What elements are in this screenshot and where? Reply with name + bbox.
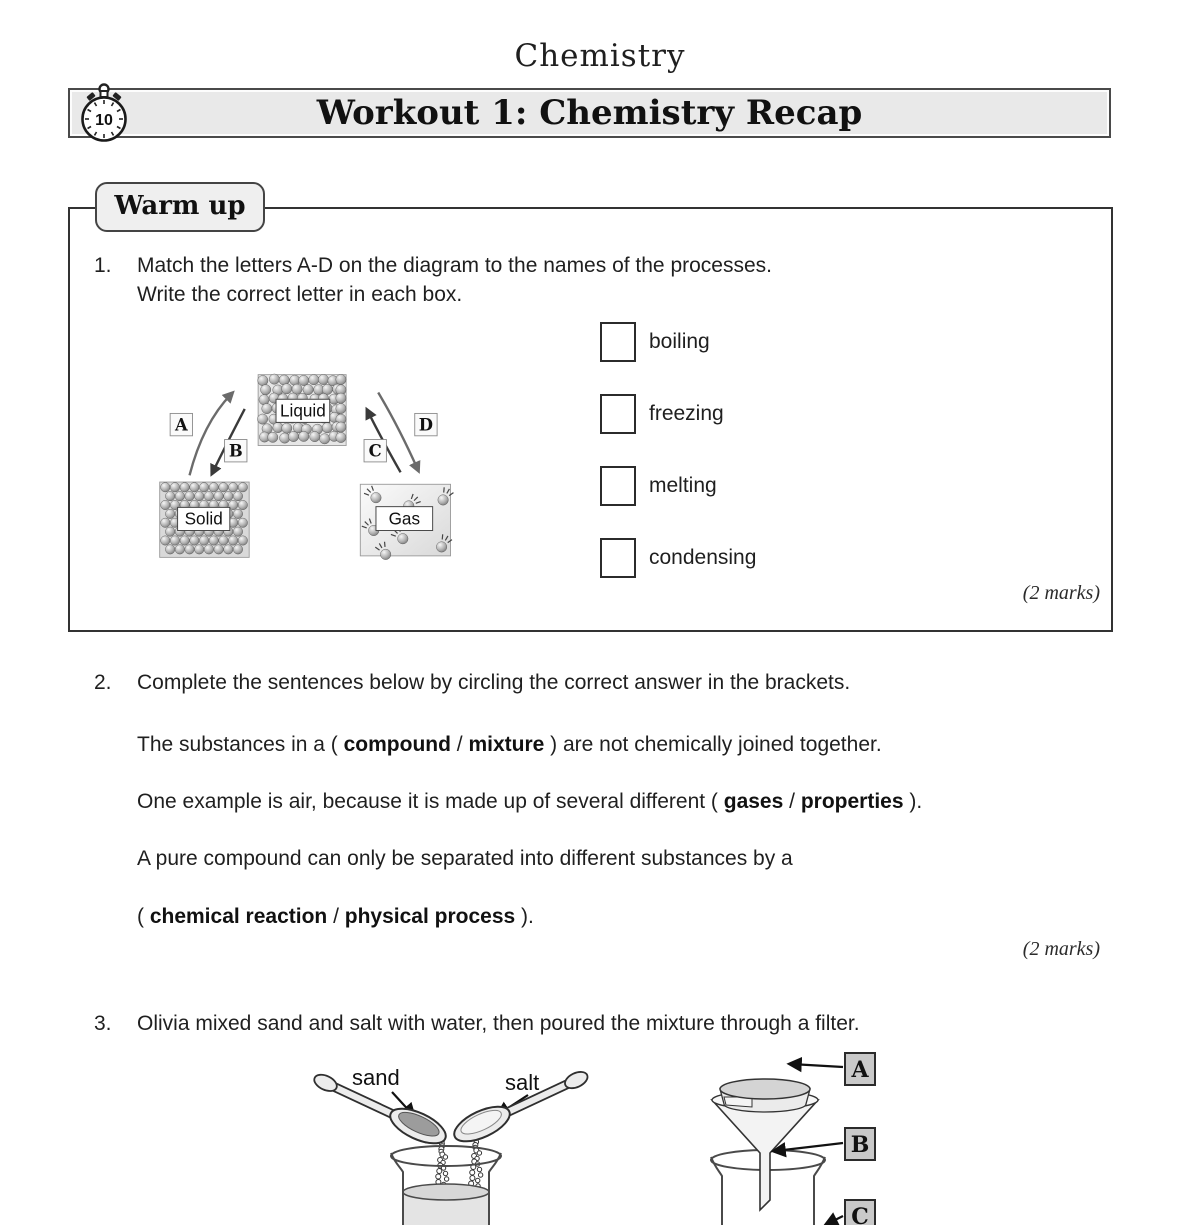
q1-prompt-line2: Write the correct letter in each box. [137, 283, 463, 306]
answer-row-freezing [600, 394, 724, 434]
answer-label-condensing: condensing [649, 546, 757, 569]
salt-label: salt [505, 1070, 540, 1095]
q2-sentence1: The substances in a ( compound / mixture ) are not chemically joined together. [137, 733, 882, 756]
option-gases[interactable]: gases [723, 790, 784, 813]
filter-label-b: B [850, 1132, 870, 1158]
q2-marks: (2 marks) [1022, 938, 1100, 960]
liquid-label: Liquid [280, 400, 326, 421]
label-b-arrow [775, 1143, 843, 1151]
q2-number: 2. [94, 671, 112, 694]
solid-label: Solid [184, 508, 223, 529]
page-title: Chemistry [514, 38, 686, 74]
stopwatch-icon [76, 82, 132, 144]
answer-row-condensing [600, 538, 756, 578]
answer-label-melting: melting [649, 474, 717, 497]
warmup-tab: Warm up [95, 182, 265, 232]
answer-row-melting [600, 466, 717, 506]
answer-box-boiling[interactable] [600, 322, 636, 362]
sand-label: sand [352, 1065, 400, 1090]
stopwatch-minutes: 10 [95, 112, 113, 129]
answer-box-freezing[interactable] [600, 394, 636, 434]
solid-state-image [160, 482, 249, 557]
filtration-diagram [698, 1045, 890, 1225]
q2-prompt: Complete the sentences below by circling the correct answer in the brackets. [137, 671, 851, 694]
letter-c-tag: C [368, 441, 382, 461]
answer-box-melting[interactable] [600, 466, 636, 506]
answer-label-boiling: boiling [649, 330, 710, 353]
answer-row-boiling [600, 322, 710, 362]
letter-a-tag: A [174, 415, 188, 435]
q2-sentence4: ( chemical reaction / physical process ). [137, 905, 534, 928]
q3-prompt: Olivia mixed sand and salt with water, then poured the mixture through a filter. [137, 1012, 860, 1035]
answer-label-freezing: freezing [649, 402, 724, 425]
option-physical-process[interactable]: physical process [344, 905, 516, 928]
q3-number: 3. [94, 1012, 112, 1035]
label-a-arrow [791, 1064, 843, 1067]
label-c-arrow [827, 1216, 843, 1224]
option-properties[interactable]: properties [800, 790, 904, 813]
q1-number: 1. [94, 254, 112, 277]
option-compound[interactable]: compound [343, 733, 451, 756]
arrow-a-melting [190, 394, 232, 475]
q1-marks: (2 marks) [1022, 582, 1100, 604]
q2-sentence2: One example is air, because it is made up of several different ( gases / properties ). [137, 790, 923, 813]
option-chemical-reaction[interactable]: chemical reaction [149, 905, 328, 928]
filter-label-c: C [851, 1204, 869, 1225]
filter-label-a: A [851, 1057, 869, 1083]
q1-prompt-line1: Match the letters A-D on the diagram to the names of the processes. [137, 254, 772, 277]
answer-box-condensing[interactable] [600, 538, 636, 578]
option-mixture[interactable]: mixture [468, 733, 545, 756]
filtration-labels [845, 1053, 875, 1225]
mixing-diagram [295, 1048, 625, 1225]
states-of-matter-diagram [150, 325, 590, 610]
banner-title: Workout 1: Chemistry Recap [316, 93, 863, 133]
liquid-state-image [257, 374, 346, 446]
letter-d-tag: D [418, 415, 434, 435]
workout-banner [68, 88, 1111, 138]
gas-state-image [360, 484, 453, 559]
filter-paper [720, 1079, 810, 1112]
q2-sentence3: A pure compound can only be separated into different substances by a [137, 847, 793, 870]
gas-label: Gas [388, 508, 421, 529]
letter-b-tag: B [228, 441, 243, 461]
